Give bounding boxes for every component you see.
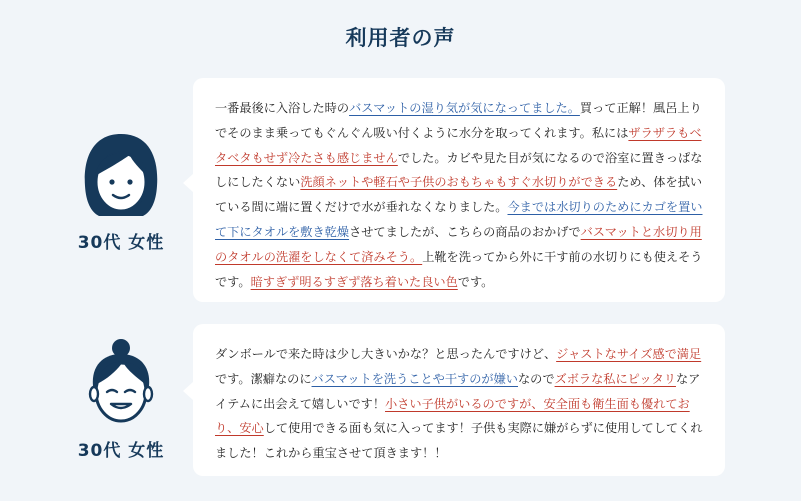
review-text bbox=[215, 96, 703, 294]
reviewer-age-label: 30代 女性 bbox=[77, 233, 165, 253]
review-text-run: して使用できる面も気に入ってます！子供も実際に嫌がらずに使用してしてくれました！これから重宝させて頂きます！！ bbox=[215, 421, 703, 461]
review-bubble-1 bbox=[193, 78, 725, 302]
highlight-text-red: 暗すぎず明るすぎず落ち着いた良い色 bbox=[250, 274, 458, 289]
reviewer-2 bbox=[66, 336, 176, 461]
highlight-text-red: ジャストなサイズ感で満足 bbox=[556, 347, 702, 361]
review-text-run: させてましたが、こちらの商品のおかげで bbox=[349, 224, 581, 239]
highlight-text-red: 洗顔ネットや軽石や子供のおもちゃもすぐ水切りができる bbox=[300, 175, 618, 190]
reviewer-age-label: 30代 女性 bbox=[77, 441, 165, 461]
review-text-run: なアイテムに出会えて嬉しいです！ bbox=[215, 371, 701, 411]
review-bubble-2 bbox=[193, 324, 725, 476]
review-text-run: 上靴を洗ってから外に干す前の水切りにも使えそうです。 bbox=[215, 249, 703, 289]
highlight-text-red: ザラザラもベタベタもせず冷たさも感じません bbox=[215, 125, 702, 165]
highlight-text-red: 小さい子供がいるのですが、安全面も衛生面も優れており、安心 bbox=[215, 396, 690, 436]
reviewer-1 bbox=[66, 128, 176, 253]
highlight-text-red: ズボラな私にピッタリ bbox=[554, 371, 676, 386]
review-text-run: ダンボールで来た時は少し大きいかな？と思ったんですけど、 bbox=[215, 347, 557, 361]
highlight-text-blue: バスマットを洗うことや干すのが嫌い bbox=[311, 371, 518, 386]
review-text-run: です。潔癖なのに bbox=[215, 371, 312, 386]
review-text-run: です。 bbox=[457, 274, 494, 289]
highlight-text-red: バスマットと水切り用のタオルの洗濯をしなくて済みそう。 bbox=[215, 224, 702, 264]
review-text-run: 買って正解！風呂上りでそのまま乗ってもぐんぐん吸い付くように水分を取ってくれます。私には bbox=[215, 101, 702, 140]
section-title: 利用者の声 bbox=[345, 26, 456, 50]
review-text-run: でした。カビや見た目が気になるので浴室に置きっぱなしにしたくない bbox=[215, 150, 703, 190]
review-text-run: 一番最後に入浴した時の bbox=[215, 101, 350, 115]
highlight-text-blue: バスマットの湿り気が気になってました。 bbox=[349, 101, 580, 115]
review-text bbox=[215, 342, 703, 466]
highlight-text-blue: 今までは水切りのためにカゴを置いて下にタオルを敷き乾燥 bbox=[215, 200, 703, 239]
woman-short-hair-avatar-icon bbox=[73, 128, 169, 224]
woman-bun-hair-avatar-icon bbox=[73, 336, 169, 432]
review-text-run: なので bbox=[518, 371, 555, 386]
review-text-run: ため、体を拭いている間に端に置くだけで水が垂れなくなりました。 bbox=[215, 175, 703, 215]
